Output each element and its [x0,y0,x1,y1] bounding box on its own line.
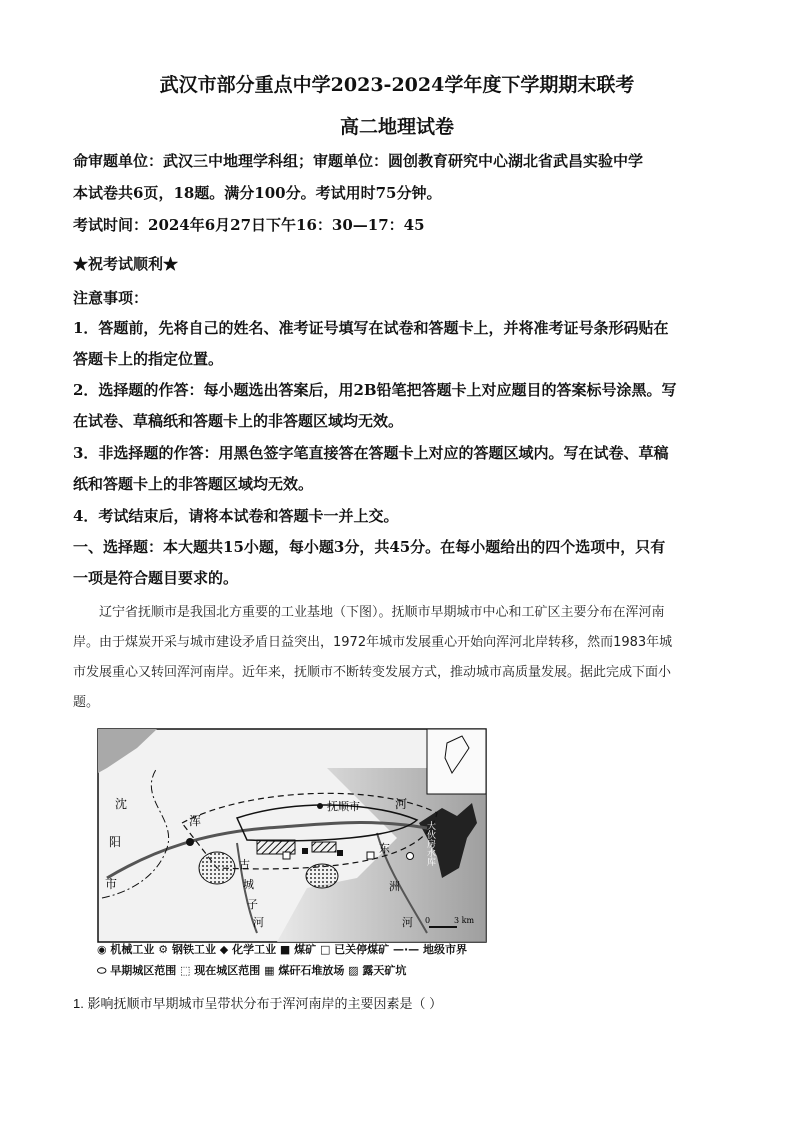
map-legend-row-1: ◉ 机械工业 ⚙ 钢铁工业 ◆ 化学工业 ■ 煤矿 □ 已关停煤矿 —·— 地级市界 [97,943,468,956]
label-reservoir: 大伙房水库 [425,821,435,866]
note-line-7: 4．考试结束后，请将本试卷和答题卡一并上交。 [73,507,399,525]
note-line-3: 2．选择题的作答：每小题选出答案后，用2B铅笔把答题卡上对应题目的答案标号涂黑。写 [73,381,677,399]
info-wish: ★祝考试顺利★ [73,255,179,273]
label-hun: 浑 [189,814,202,828]
coal-mine-icon [302,848,308,854]
label-he: 河 [395,797,408,811]
info-pages: 本试卷共6页，18题。满分100分。考试用时75分钟。 [73,184,442,202]
label-dong: 东 [379,842,390,855]
notes-heading: 注意事项： [73,289,149,307]
section-heading-2: 一项是符合题目要求的。 [73,569,239,587]
label-he3: 河 [402,916,413,929]
scale-0: 0 [425,916,431,925]
note-line-6: 纸和答题卡上的非答题区域均无效。 [73,475,314,493]
fushun-city-icon [317,803,323,809]
note-line-2: 答题卡上的指定位置。 [73,350,224,368]
label-he2: 河 [253,916,264,929]
label-cheng: 城 [243,878,254,891]
note-line-5: 3．非选择题的作答：用黑色签字笔直接答在答题卡上对应的答题区域内。写在试卷、草稿 [73,444,669,462]
label-shenyang-1: 沈 [115,797,128,811]
map-legend-row-2: ⬭ 早期城区范围 ⬚ 现在城区范围 ▦ 煤矸石堆放场 ▨ 露天矿坑 [97,964,407,977]
coal-mine-icon-2 [337,850,343,856]
info-time: 考试时间：2024年6月27日下午16：30—17：45 [73,216,425,234]
intro-line-2: 岸。由于煤炭开采与城市建设矛盾日益突出，1972年城市发展重心开始向浑河北岸转移，然而1983年城 [73,635,673,650]
open-pit-mine-2 [312,842,336,852]
fushun-map [97,728,487,943]
exam-subtitle: 高二地理试卷 [339,116,454,138]
intro-line-3: 市发展重心又转回浑河南岸。近年来，抚顺市不断转变发展方式，推动城市高质量发展。据此完成下面小 [73,665,672,680]
gangue-dump-1 [199,852,235,884]
section-heading-1: 一、选择题：本大题共15小题，每小题3分，共45分。在每小题给出的四个选项中，只有 [73,538,666,556]
intro-line-1: 辽宁省抚顺市是我国北方重要的工业基地（下图）。抚顺市早期城市中心和工矿区主要分布在浑河南 [99,605,665,620]
intro-line-4: 题。 [73,695,100,710]
gangue-dump-2 [306,864,338,888]
machinery-icon-2 [407,853,414,860]
closed-mine-icon-2 [367,852,374,859]
note-line-1: 1．答题前，先将自己的姓名、准考证号填写在试卷和答题卡上，并将准考证号条形码贴在 [73,319,669,337]
scale-3: 3 km [454,916,475,925]
info-units: 命审题单位：武汉三中地理学科组；审题单位：圆创教育研究中心湖北省武昌实验中学 [73,152,644,170]
label-gu: 古 [239,858,250,871]
question-1: 1. 影响抚顺市早期城市呈带状分布于浑河南岸的主要因素是（ ） [73,996,443,1011]
label-zhou: 洲 [389,880,400,893]
machinery-icon [186,838,194,846]
closed-mine-icon [283,852,290,859]
label-shenyang-3: 市 [105,877,118,891]
label-shenyang-2: 阳 [109,835,122,849]
label-zi: 子 [247,898,258,911]
note-line-4: 在试卷、草稿纸和答题卡上的非答题区域均无效。 [73,412,404,430]
label-fushun: 抚顺市 [327,800,360,813]
exam-title: 武汉市部分重点中学2023-2024学年度下学期期末联考 [159,74,635,96]
